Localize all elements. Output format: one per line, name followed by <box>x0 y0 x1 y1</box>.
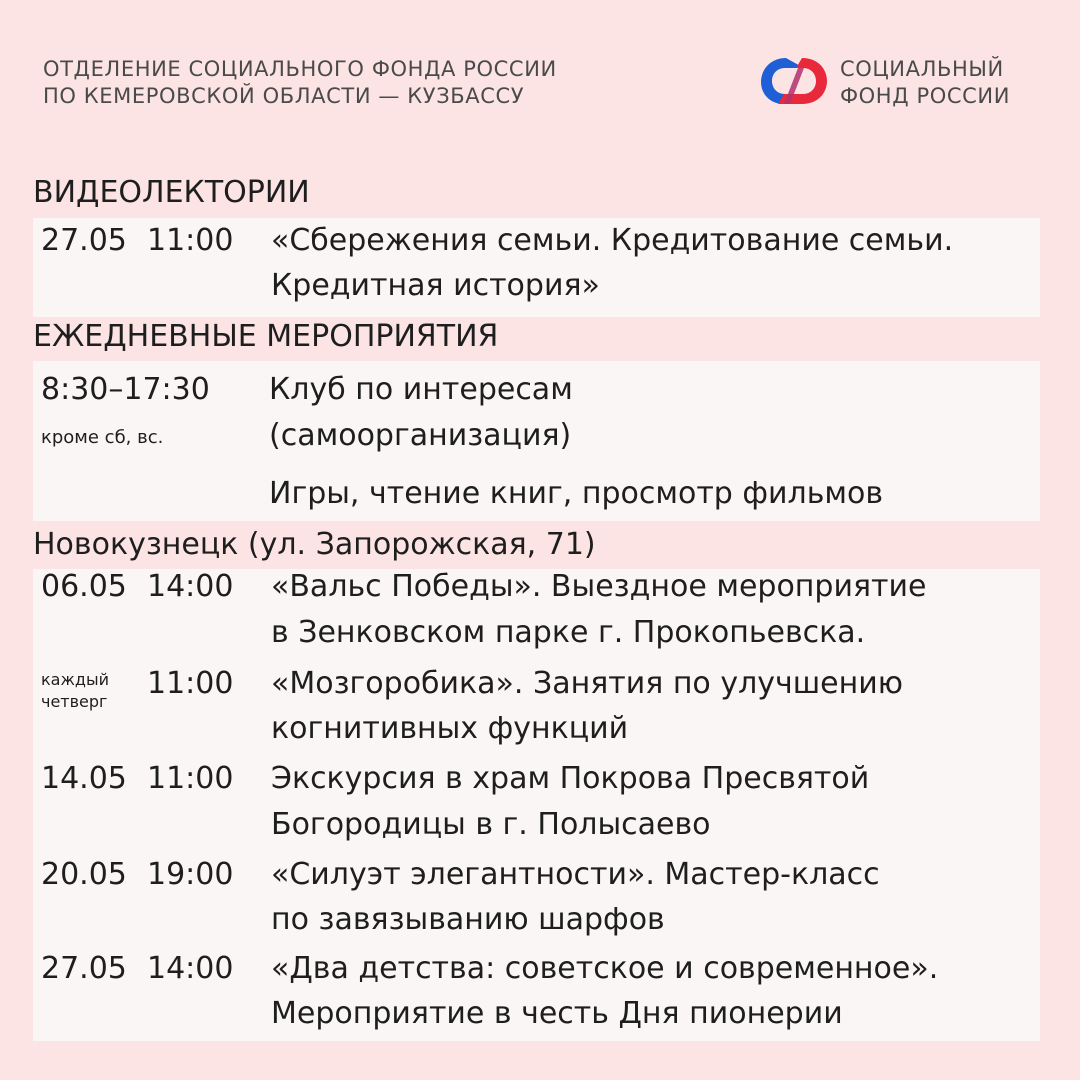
daily-line1: Клуб по интересам <box>269 372 573 407</box>
section-title-city: Новокузнецк (ул. Запорожская, 71) <box>33 527 596 562</box>
event-date: 14.05 <box>41 761 127 796</box>
daily-time: 8:30–17:30 <box>41 372 210 407</box>
org-name-line2: ПО КЕМЕРОВСКОЙ ОБЛАСТИ — КУЗБАССУ <box>43 84 525 108</box>
event-time: 11:00 <box>147 223 234 258</box>
event-time: 19:00 <box>147 857 234 892</box>
event-title-line2: по завязыванию шарфов <box>271 902 665 937</box>
event-title-line2: Богородицы в г. Полысаево <box>271 807 711 842</box>
section-title-daily: ЕЖЕДНЕВНЫЕ МЕРОПРИЯТИЯ <box>33 319 499 354</box>
org-name <box>43 56 557 110</box>
event-title-line1: «Мозгоробика». Занятия по улучшению <box>271 666 904 701</box>
event-date: 27.05 <box>41 951 127 986</box>
event-title-line1: Экскурсия в храм Покрова Пресвятой <box>271 761 870 796</box>
event-time: 11:00 <box>147 761 234 796</box>
daily-line3: Игры, чтение книг, просмотр фильмов <box>269 476 884 511</box>
event-date: 06.05 <box>41 569 127 604</box>
sfr-logo-icon <box>756 50 832 112</box>
event-time: 14:00 <box>147 569 234 604</box>
event-date: 27.05 <box>41 223 127 258</box>
event-title-line1: «Силуэт элегантности». Мастер-класс <box>271 857 880 892</box>
daily-line2: (самоорганизация) <box>269 418 572 453</box>
brand-line2: ФОНД РОССИИ <box>840 84 1011 108</box>
org-name-line1: ОТДЕЛЕНИЕ СОЦИАЛЬНОГО ФОНДА РОССИИ <box>43 57 557 81</box>
daily-card <box>33 361 1040 521</box>
event-time: 11:00 <box>147 666 234 701</box>
video-card <box>33 218 1040 317</box>
header <box>0 0 1080 150</box>
brand-name <box>840 56 1010 110</box>
daily-note: кроме сб, вс. <box>41 427 164 448</box>
event-title-line2: Мероприятие в честь Дня пионерии <box>271 996 843 1031</box>
event-title-line2: Кредитная история» <box>271 268 600 303</box>
event-title-line1: «Сбережения семьи. Кредитование семьи. <box>271 223 954 258</box>
event-title-line1: «Вальс Победы». Выездное мероприятие <box>271 569 927 604</box>
event-title-line2: когнитивных функций <box>271 711 629 746</box>
event-date: 20.05 <box>41 857 127 892</box>
event-time: 14:00 <box>147 951 234 986</box>
city-card <box>33 569 1040 1041</box>
brand-line1: СОЦИАЛЬНЫЙ <box>840 57 1004 81</box>
event-title-line1: «Два детства: советское и современное». <box>271 951 939 986</box>
event-title-line2: в Зенковском парке г. Прокопьевска. <box>271 615 866 650</box>
section-title-video: ВИДЕОЛЕКТОРИИ <box>33 175 310 210</box>
event-date-line2: четверг <box>41 692 108 711</box>
event-date-line1: каждый <box>41 670 109 689</box>
